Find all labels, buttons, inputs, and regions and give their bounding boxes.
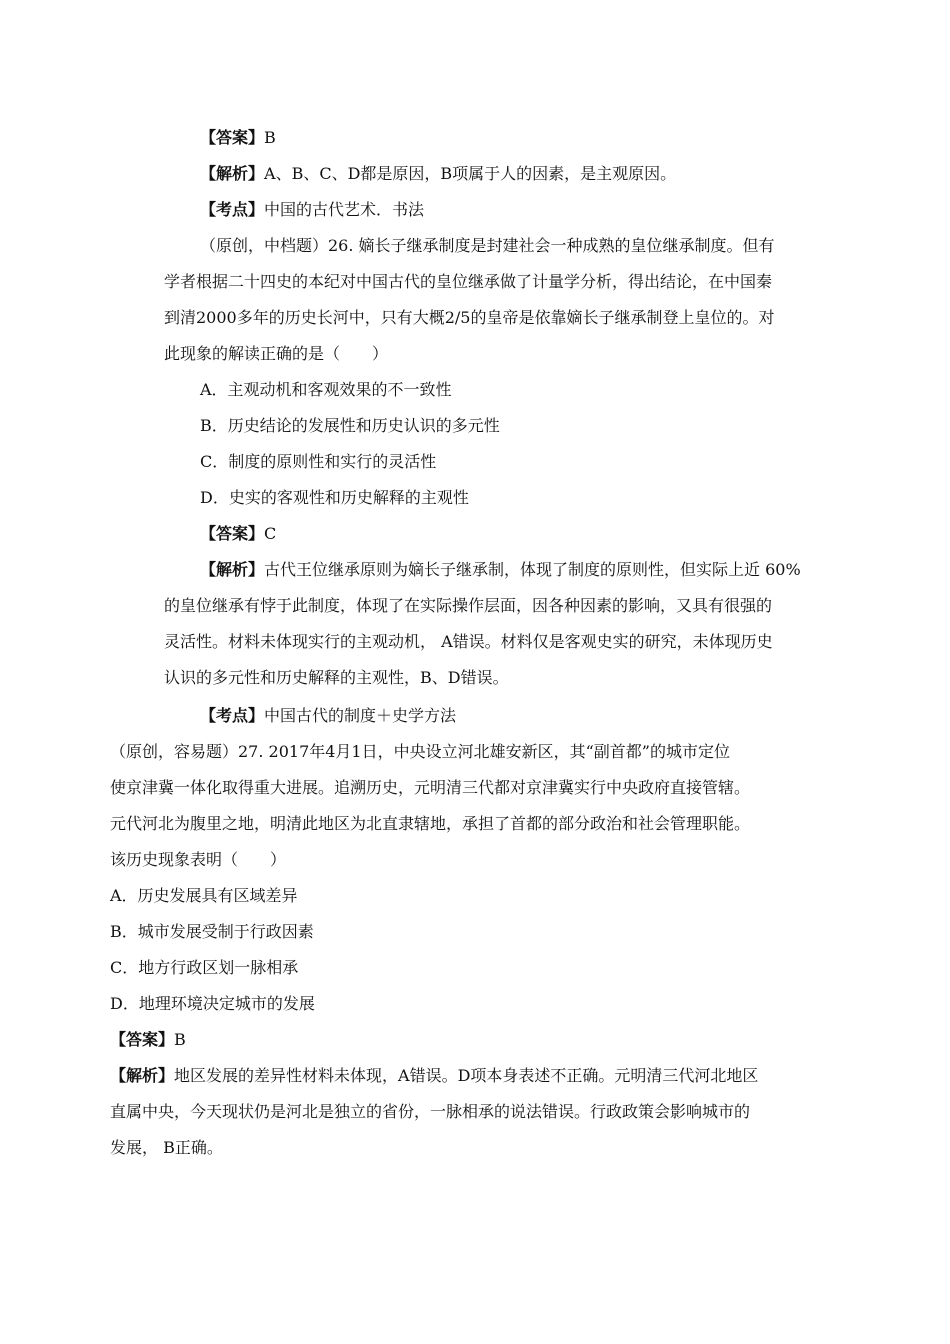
answer-text: C [264, 524, 277, 543]
answer-tag: 【答案】 [200, 524, 265, 543]
keypoint-text: 中国古代的制度＋史学方法 [264, 706, 457, 725]
question-27-stem-line: 该历史现象表明（ ） [110, 850, 287, 869]
answer-tag: 【答案】 [110, 1030, 175, 1049]
keypoint-line [200, 199, 424, 221]
analysis-line [200, 559, 801, 581]
answer-text: B [174, 1030, 186, 1049]
analysis-tag: 【解析】 [200, 560, 265, 579]
question-26-stem-line: 学者根据二十四史的本纪对中国古代的皇位继承做了计量学分析，得出结论，在中国秦 [164, 272, 773, 291]
analysis-line [200, 163, 676, 185]
analysis-tag: 【解析】 [200, 164, 265, 183]
analysis-tag: 【解析】 [110, 1066, 175, 1085]
answer-line [200, 127, 276, 149]
answer-text: B [264, 128, 276, 147]
analysis-text: A、B、C、D都是原因，B项属于人的因素，是主观原因。 [264, 164, 677, 183]
analysis-continuation-line: 认识的多元性和历史解释的主观性，B、D错误。 [164, 668, 509, 687]
question-27-option-b: B．城市发展受制于行政因素 [110, 922, 314, 941]
question-26-option-b: B．历史结论的发展性和历史认识的多元性 [200, 416, 500, 435]
question-27-option-a: A．历史发展具有区域差异 [110, 886, 298, 905]
question-26-stem-line: （原创，中档题）26. 嫡长子继承制度是封建社会一种成熟的皇位继承制度。但有 [200, 236, 775, 255]
analysis-continuation-line: 灵活性。材料未体现实行的主观动机， A错误。材料仅是客观史实的研究，未体现历史 [164, 632, 773, 651]
analysis-text: 古代王位继承原则为嫡长子继承制，体现了制度的原则性，但实际上近 60% [264, 560, 801, 579]
analysis-text: 地区发展的差异性材料未体现，A错误。D项本身表述不正确。元明清三代河北地区 [174, 1066, 759, 1085]
question-26-option-d: D．史实的客观性和历史解释的主观性 [200, 488, 469, 507]
answer-tag: 【答案】 [200, 128, 265, 147]
keypoint-tag: 【考点】 [200, 200, 265, 219]
analysis-continuation-line: 发展， B正确。 [110, 1138, 223, 1157]
question-27-stem-line: 元代河北为腹里之地，明清此地区为北直隶辖地，承担了首都的部分政治和社会管理职能。 [110, 814, 751, 833]
question-27-option-d: D．地理环境决定城市的发展 [110, 994, 315, 1013]
keypoint-tag: 【考点】 [200, 706, 265, 725]
question-26-stem-line: 到清2000多年的历史长河中，只有大概2/5的皇帝是依靠嫡长子继承制登上皇位的。对 [164, 308, 775, 327]
question-26-option-c: C．制度的原则性和实行的灵活性 [200, 452, 437, 471]
question-27-stem-line: 使京津冀一体化取得重大进展。追溯历史，元明清三代都对京津冀实行中央政府直接管辖。 [110, 778, 751, 797]
question-26-stem-line: 此现象的解读正确的是（ ） [164, 344, 389, 363]
analysis-line [110, 1065, 758, 1087]
analysis-continuation-line: 的皇位继承有悖于此制度，体现了在实际操作层面，因各种因素的影响，又具有很强的 [164, 596, 773, 615]
question-27-option-c: C．地方行政区划一脉相承 [110, 958, 299, 977]
question-27-stem-line: （原创，容易题）27. 2017年4月1日，中央设立河北雄安新区，其“副首都”的城市定位 [110, 742, 730, 761]
answer-line [200, 523, 276, 545]
answer-line [110, 1029, 186, 1051]
question-26-option-a: A．主观动机和客观效果的不一致性 [200, 380, 452, 399]
keypoint-line [200, 705, 456, 727]
keypoint-text: 中国的古代艺术．书法 [264, 200, 425, 219]
analysis-continuation-line: 直属中央，今天现状仍是河北是独立的省份，一脉相承的说法错误。行政政策会影响城市的 [110, 1102, 751, 1121]
